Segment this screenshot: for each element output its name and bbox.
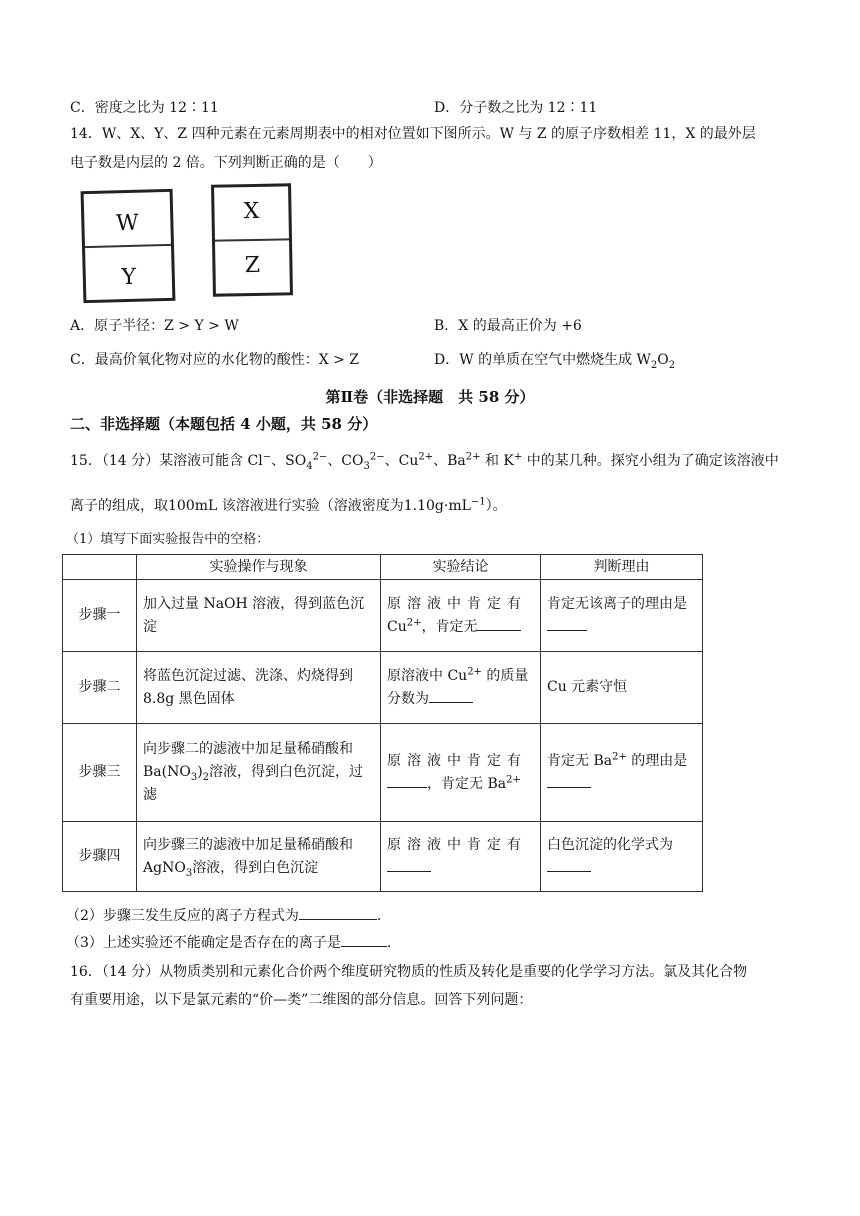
operation-cell: 向步骤二的滤液中加足量稀硝酸和 $Ba(NO_3)_2$溶液，得到白色沉淀，过滤 [137,724,381,822]
answer-blank[interactable] [547,616,587,631]
element-box-left [81,189,176,303]
q16-stem-line1: 16．（14 分）从物质类别和元素化合价两个维度研究物质的性质及转化是重要的化学学习方法。氯及其化合物 [70,964,748,980]
box-divider [85,244,171,248]
reason-cell: 肯定无该离子的理由是 [541,580,703,652]
answer-blank[interactable] [547,773,591,788]
q15-stem-line2: 离子的组成，取100mL 该溶液进行实验（溶液密度为$1.10g\cdot mL^{-1}$）。 [70,496,507,514]
element-x: X [243,198,260,225]
conclusion-cell: 原溶液中肯定有 $Cu^{2+}$，肯定无 [381,580,541,652]
q15-part1: （1）填写下面实验报告中的空格： [66,532,270,547]
step-label: 步骤四 [63,822,137,892]
q15-stem-line1: 15．（14 分）某溶液可能含 Cl−、$SO_4^{2-}$、$CO_3^{2-}$、$Cu^{2+}$、$Ba^{2+}$ 和 K+ 中的某几种。探究小组为了确定该溶液中 [70,451,779,472]
conclusion-cell: 原溶液中肯定有 [381,822,541,892]
option-c-prev: C．密度之比为 12∶11 [70,100,219,116]
answer-blank[interactable] [341,932,387,947]
table-header-row [63,555,703,580]
table-row [63,724,703,822]
table-header: 判断理由 [541,555,703,580]
section-heading: 二、非选择题（本题包括 4 小题，共 58 分） [70,415,378,433]
step-label: 步骤二 [63,652,137,724]
table-header [63,555,137,580]
operation-cell: 将蓝色沉淀过滤、洗涤、灼烧得到 8.8g 黑色固体 [137,652,381,724]
q14-option-a: A．原子半径：Z > Y > W [70,318,239,334]
box-divider [215,238,289,241]
q14-stem-line1: 14．W、X、Y、Z 四种元素在元素周期表中的相对位置如下图所示。W 与 Z 的原子序数相差 11，X 的最外层 [70,126,756,142]
conclusion-cell: 原溶液中 $Cu^{2+}$ 的质量分数为 [381,652,541,724]
q14-option-d: D．W 的单质在空气中燃烧生成 $W_2O_2$ [434,352,676,371]
table-row [63,652,703,724]
q16-stem-line2: 有重要用途，以下是氯元素的“价—类”二维图的部分信息。回答下列问题： [70,992,533,1008]
section-title: 第Ⅱ卷（非选择题 共 58 分） [325,388,535,406]
q14-option-c: C．最高价氧化物对应的水化物的酸性：X > Z [70,352,360,368]
q15-part3: （3）上述实验还不能确定是否存在的离子是 . [66,932,391,953]
q15-part2: （2）步骤三发生反应的离子方程式为 . [66,905,381,926]
step-label: 步骤一 [63,580,137,652]
table-row [63,580,703,652]
q14-option-b: B．X 的最高正价为 +6 [434,318,582,334]
answer-blank[interactable] [299,905,377,920]
option-d-prev: D．分子数之比为 12∶11 [434,100,598,116]
reason-cell: 肯定无 $Ba^{2+}$ 的理由是 [541,724,703,822]
element-z: Z [244,252,261,279]
reason-cell: 白色沉淀的化学式为 [541,822,703,892]
table-header: 实验操作与现象 [137,555,381,580]
answer-blank[interactable] [547,857,591,872]
answer-blank[interactable] [429,688,473,703]
experiment-report-table [62,554,703,892]
answer-blank[interactable] [477,616,521,631]
element-w: W [115,210,140,237]
table-row [63,822,703,892]
element-box-right [211,183,293,296]
q14-stem-line2: 电子数是内层的 2 倍。下列判断正确的是（ ） [70,155,382,171]
reason-cell: Cu 元素守恒 [541,652,703,724]
answer-blank[interactable] [387,773,427,788]
operation-cell: 加入过量 NaOH 溶液，得到蓝色沉淀 [137,580,381,652]
element-y: Y [121,264,137,291]
answer-blank[interactable] [387,857,431,872]
table-header: 实验结论 [381,555,541,580]
operation-cell: 向步骤三的滤液中加足量稀硝酸和 AgNO$_3$溶液，得到白色沉淀 [137,822,381,892]
conclusion-cell: 原溶液中肯定有 ，肯定无 $Ba^{2+}$ [381,724,541,822]
step-label: 步骤三 [63,724,137,822]
